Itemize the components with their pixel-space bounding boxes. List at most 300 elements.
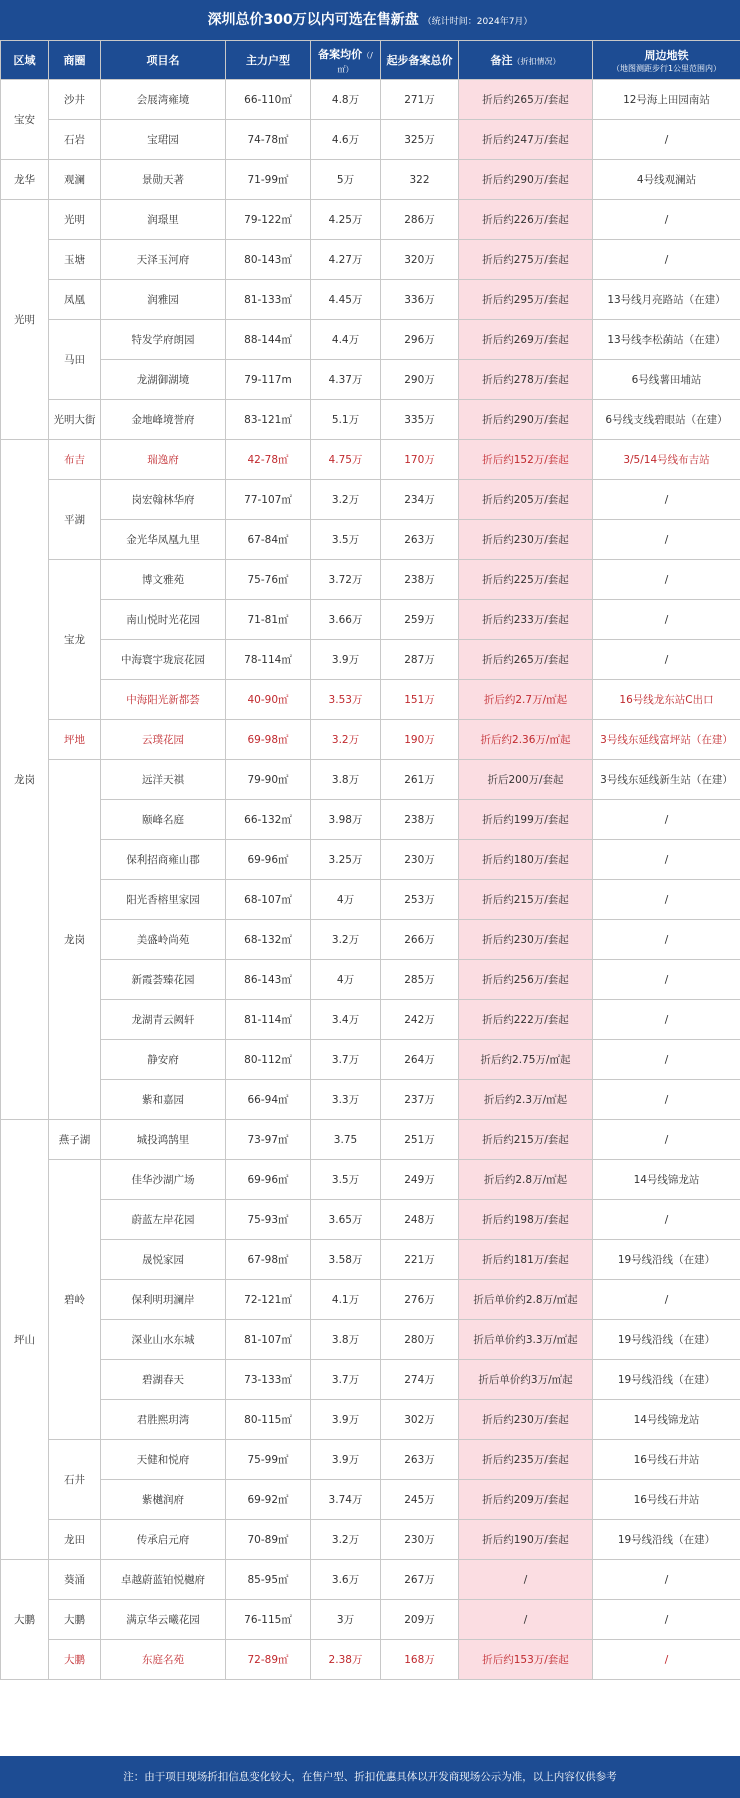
cell-remark: 折后约2.8万/㎡起 [459, 1160, 593, 1200]
cell-avg-price: 4.8万 [311, 80, 381, 120]
cell-project: 天健和悦府 [101, 1440, 226, 1480]
cell-start-price: 251万 [381, 1120, 459, 1160]
cell-area: 观澜 [49, 160, 101, 200]
cell-avg-price: 3.25万 [311, 840, 381, 880]
cell-avg-price: 3.5万 [311, 520, 381, 560]
table-row [1, 560, 740, 600]
cell-start-price: 253万 [381, 880, 459, 920]
cell-remark: / [459, 1600, 593, 1640]
cell-unit-type: 79-90㎡ [226, 760, 311, 800]
cell-unit-type: 40-90㎡ [226, 680, 311, 720]
cell-unit-type: 75-76㎡ [226, 560, 311, 600]
table-row [1, 880, 740, 920]
cell-avg-price: 3.9万 [311, 640, 381, 680]
cell-area: 葵涌 [49, 1560, 101, 1600]
cell-remark: 折后200万/套起 [459, 760, 593, 800]
cell-avg-price: 2.38万 [311, 1640, 381, 1680]
cell-project: 南山悦时光花园 [101, 600, 226, 640]
cell-metro: / [593, 960, 740, 1000]
cell-area: 龙田 [49, 1520, 101, 1560]
cell-unit-type: 78-114㎡ [226, 640, 311, 680]
cell-project: 城投鸿鹄里 [101, 1120, 226, 1160]
cell-avg-price: 3.58万 [311, 1240, 381, 1280]
cell-area: 玉塘 [49, 240, 101, 280]
cell-avg-price: 3.9万 [311, 1400, 381, 1440]
cell-metro: 16号线龙东站C出口 [593, 680, 740, 720]
cell-unit-type: 76-115㎡ [226, 1600, 311, 1640]
cell-unit-type: 73-97㎡ [226, 1120, 311, 1160]
table-row [1, 1600, 740, 1640]
table-row [1, 480, 740, 520]
table-row [1, 120, 740, 160]
cell-start-price: 263万 [381, 520, 459, 560]
listing-table [0, 40, 740, 1680]
table-row [1, 640, 740, 680]
cell-start-price: 238万 [381, 560, 459, 600]
cell-remark: 折后约181万/套起 [459, 1240, 593, 1280]
cell-project: 传承启元府 [101, 1520, 226, 1560]
cell-avg-price: 3.3万 [311, 1080, 381, 1120]
cell-metro: / [593, 840, 740, 880]
cell-unit-type: 81-133㎡ [226, 280, 311, 320]
table-row [1, 320, 740, 360]
cell-project: 景勋天著 [101, 160, 226, 200]
cell-unit-type: 67-84㎡ [226, 520, 311, 560]
table-row [1, 840, 740, 880]
cell-metro: / [593, 200, 740, 240]
cell-district: 坪山 [1, 1120, 49, 1560]
cell-avg-price: 4.4万 [311, 320, 381, 360]
cell-unit-type: 80-115㎡ [226, 1400, 311, 1440]
cell-unit-type: 66-110㎡ [226, 80, 311, 120]
cell-district: 宝安 [1, 80, 49, 160]
cell-project: 润雅园 [101, 280, 226, 320]
cell-metro: 6号线薯田埔站 [593, 360, 740, 400]
cell-area: 光明大街 [49, 400, 101, 440]
cell-start-price: 320万 [381, 240, 459, 280]
cell-unit-type: 86-143㎡ [226, 960, 311, 1000]
cell-start-price: 261万 [381, 760, 459, 800]
table-row [1, 1480, 740, 1520]
cell-project: 颐峰名庭 [101, 800, 226, 840]
table-row [1, 240, 740, 280]
cell-remark: 折后约199万/套起 [459, 800, 593, 840]
cell-avg-price: 3.4万 [311, 1000, 381, 1040]
cell-metro: / [593, 600, 740, 640]
cell-remark: 折后约290万/套起 [459, 160, 593, 200]
cell-remark: 折后约198万/套起 [459, 1200, 593, 1240]
cell-start-price: 290万 [381, 360, 459, 400]
cell-metro: / [593, 1600, 740, 1640]
cell-project: 保利招商雍山郡 [101, 840, 226, 880]
cell-unit-type: 75-93㎡ [226, 1200, 311, 1240]
cell-metro: / [593, 120, 740, 160]
cell-project: 宝珺园 [101, 120, 226, 160]
cell-area: 平湖 [49, 480, 101, 560]
cell-start-price: 287万 [381, 640, 459, 680]
table-row [1, 400, 740, 440]
table-row [1, 600, 740, 640]
cell-avg-price: 4.25万 [311, 200, 381, 240]
cell-metro: / [593, 640, 740, 680]
cell-unit-type: 71-99㎡ [226, 160, 311, 200]
cell-project: 瑞逸府 [101, 440, 226, 480]
cell-project: 美盛岭尚苑 [101, 920, 226, 960]
cell-avg-price: 3万 [311, 1600, 381, 1640]
cell-start-price: 249万 [381, 1160, 459, 1200]
table-row [1, 1560, 740, 1600]
cell-unit-type: 88-144㎡ [226, 320, 311, 360]
cell-area: 坪地 [49, 720, 101, 760]
cell-unit-type: 81-107㎡ [226, 1320, 311, 1360]
table-row [1, 160, 740, 200]
cell-remark: 折后约225万/套起 [459, 560, 593, 600]
cell-remark: 折后约230万/套起 [459, 920, 593, 960]
table-row [1, 1280, 740, 1320]
cell-metro: 6号线支线碧眼站（在建） [593, 400, 740, 440]
cell-project: 紫和嘉园 [101, 1080, 226, 1120]
cell-start-price: 259万 [381, 600, 459, 640]
cell-unit-type: 74-78㎡ [226, 120, 311, 160]
cell-start-price: 335万 [381, 400, 459, 440]
cell-start-price: 274万 [381, 1360, 459, 1400]
cell-start-price: 230万 [381, 1520, 459, 1560]
table-header-row [1, 41, 740, 80]
header-avg-price-unit: （/㎡） [337, 50, 373, 74]
table-row [1, 960, 740, 1000]
table-row [1, 360, 740, 400]
cell-remark: 折后约235万/套起 [459, 1440, 593, 1480]
cell-metro: 19号线沿线（在建） [593, 1240, 740, 1280]
header-area: 商圈 [49, 41, 101, 80]
cell-remark: 折后约215万/套起 [459, 880, 593, 920]
cell-avg-price: 3.98万 [311, 800, 381, 840]
cell-project: 满京华云曦花园 [101, 1600, 226, 1640]
header-metro-sub: （地图测距步行1公里范围内） [611, 63, 722, 73]
cell-remark: 折后约275万/套起 [459, 240, 593, 280]
table-row [1, 1120, 740, 1160]
table-row [1, 680, 740, 720]
cell-metro: 3号线东延线新生站（在建） [593, 760, 740, 800]
cell-project: 天泽玉河府 [101, 240, 226, 280]
header-metro: 周边地铁 （地图测距步行1公里范围内） [593, 41, 740, 80]
cell-start-price: 168万 [381, 1640, 459, 1680]
cell-project: 岗宏翰林华府 [101, 480, 226, 520]
cell-project: 佳华沙湖广场 [101, 1160, 226, 1200]
cell-start-price: 221万 [381, 1240, 459, 1280]
cell-metro: 19号线沿线（在建） [593, 1360, 740, 1400]
cell-remark: 折后约180万/套起 [459, 840, 593, 880]
cell-district: 光明 [1, 200, 49, 440]
cell-avg-price: 3.2万 [311, 1520, 381, 1560]
cell-unit-type: 85-95㎡ [226, 1560, 311, 1600]
cell-avg-price: 3.9万 [311, 1440, 381, 1480]
footer-note: 注：由于项目现场折扣信息变化较大，在售户型、折扣优惠具体以开发商现场公示为准，以上内容仅供参考 [0, 1756, 740, 1798]
cell-project: 金光华凤凰九里 [101, 520, 226, 560]
cell-start-price: 286万 [381, 200, 459, 240]
cell-remark: 折后约295万/套起 [459, 280, 593, 320]
cell-avg-price: 5万 [311, 160, 381, 200]
cell-avg-price: 3.8万 [311, 760, 381, 800]
cell-remark: / [459, 1560, 593, 1600]
header-remark-sub: （折扣情况） [512, 57, 561, 66]
cell-remark: 折后单价约3.3万/㎡起 [459, 1320, 593, 1360]
table-row [1, 800, 740, 840]
cell-area: 石井 [49, 1440, 101, 1520]
cell-avg-price: 3.5万 [311, 1160, 381, 1200]
cell-avg-price: 3.2万 [311, 720, 381, 760]
cell-remark: 折后约265万/套起 [459, 640, 593, 680]
header-start-price: 起步备案总价 [381, 41, 459, 80]
cell-remark: 折后约265万/套起 [459, 80, 593, 120]
cell-project: 阳光香榕里家园 [101, 880, 226, 920]
header-district: 区域 [1, 41, 49, 80]
cell-district: 大鹏 [1, 1560, 49, 1680]
cell-area: 燕子湖 [49, 1120, 101, 1160]
cell-unit-type: 81-114㎡ [226, 1000, 311, 1040]
table-row [1, 1400, 740, 1440]
cell-project: 君胜熙玥湾 [101, 1400, 226, 1440]
cell-unit-type: 79-117m [226, 360, 311, 400]
cell-area: 石岩 [49, 120, 101, 160]
cell-avg-price: 3.2万 [311, 920, 381, 960]
cell-unit-type: 42-78㎡ [226, 440, 311, 480]
cell-unit-type: 80-143㎡ [226, 240, 311, 280]
table-row [1, 200, 740, 240]
cell-remark: 折后约247万/套起 [459, 120, 593, 160]
cell-remark: 折后单价约3万/㎡起 [459, 1360, 593, 1400]
cell-unit-type: 69-96㎡ [226, 1160, 311, 1200]
cell-metro: / [593, 1080, 740, 1120]
cell-start-price: 302万 [381, 1400, 459, 1440]
header-avg-price: 备案均价（/㎡） [311, 41, 381, 80]
cell-avg-price: 4.37万 [311, 360, 381, 400]
cell-metro: / [593, 480, 740, 520]
cell-project: 东庭名苑 [101, 1640, 226, 1680]
cell-project: 紫樾润府 [101, 1480, 226, 1520]
cell-avg-price: 3.66万 [311, 600, 381, 640]
cell-avg-price: 3.2万 [311, 480, 381, 520]
cell-area: 龙岗 [49, 760, 101, 1120]
cell-avg-price: 3.72万 [311, 560, 381, 600]
cell-area: 大鹏 [49, 1600, 101, 1640]
cell-remark: 折后约209万/套起 [459, 1480, 593, 1520]
cell-metro: / [593, 800, 740, 840]
cell-metro: / [593, 920, 740, 960]
cell-remark: 折后约152万/套起 [459, 440, 593, 480]
cell-area: 光明 [49, 200, 101, 240]
cell-area: 碧岭 [49, 1160, 101, 1440]
cell-start-price: 267万 [381, 1560, 459, 1600]
cell-avg-price: 4.27万 [311, 240, 381, 280]
cell-avg-price: 3.75 [311, 1120, 381, 1160]
cell-area: 宝龙 [49, 560, 101, 720]
cell-avg-price: 4.6万 [311, 120, 381, 160]
cell-start-price: 230万 [381, 840, 459, 880]
cell-remark: 折后约2.3万/㎡起 [459, 1080, 593, 1120]
cell-metro: 14号线锦龙站 [593, 1160, 740, 1200]
table-row [1, 760, 740, 800]
cell-unit-type: 75-99㎡ [226, 1440, 311, 1480]
cell-remark: 折后单价约2.8万/㎡起 [459, 1280, 593, 1320]
cell-remark: 折后约256万/套起 [459, 960, 593, 1000]
cell-start-price: 237万 [381, 1080, 459, 1120]
cell-project: 静安府 [101, 1040, 226, 1080]
cell-metro: / [593, 1000, 740, 1040]
cell-start-price: 266万 [381, 920, 459, 960]
cell-metro: 19号线沿线（在建） [593, 1520, 740, 1560]
cell-start-price: 325万 [381, 120, 459, 160]
cell-metro: 14号线锦龙站 [593, 1400, 740, 1440]
table-row [1, 1040, 740, 1080]
cell-remark: 折后约190万/套起 [459, 1520, 593, 1560]
cell-start-price: 234万 [381, 480, 459, 520]
cell-start-price: 248万 [381, 1200, 459, 1240]
cell-project: 特发学府朗园 [101, 320, 226, 360]
cell-remark: 折后约215万/套起 [459, 1120, 593, 1160]
cell-avg-price: 4.75万 [311, 440, 381, 480]
cell-avg-price: 4万 [311, 880, 381, 920]
cell-avg-price: 3.6万 [311, 1560, 381, 1600]
cell-avg-price: 3.7万 [311, 1360, 381, 1400]
cell-area: 布吉 [49, 440, 101, 480]
cell-remark: 折后约226万/套起 [459, 200, 593, 240]
table-row [1, 1360, 740, 1400]
header-unit-type: 主力户型 [226, 41, 311, 80]
cell-metro: / [593, 560, 740, 600]
cell-project: 远洋天祺 [101, 760, 226, 800]
cell-start-price: 151万 [381, 680, 459, 720]
cell-unit-type: 79-122㎡ [226, 200, 311, 240]
cell-unit-type: 66-132㎡ [226, 800, 311, 840]
page-subtitle: （统计时间：2024年7月） [422, 17, 533, 27]
cell-unit-type: 70-89㎡ [226, 1520, 311, 1560]
cell-project: 会展湾雍境 [101, 80, 226, 120]
cell-metro: 16号线石井站 [593, 1480, 740, 1520]
page-title: 深圳总价300万以内可选在售新盘 [207, 12, 419, 28]
cell-start-price: 263万 [381, 1440, 459, 1480]
cell-start-price: 280万 [381, 1320, 459, 1360]
cell-metro: 12号海上田园南站 [593, 80, 740, 120]
cell-unit-type: 68-132㎡ [226, 920, 311, 960]
table-row [1, 440, 740, 480]
cell-avg-price: 3.74万 [311, 1480, 381, 1520]
cell-district: 龙华 [1, 160, 49, 200]
cell-remark: 折后约269万/套起 [459, 320, 593, 360]
cell-remark: 折后约230万/套起 [459, 520, 593, 560]
cell-remark: 折后约222万/套起 [459, 1000, 593, 1040]
cell-project: 新霞荟臻花园 [101, 960, 226, 1000]
cell-unit-type: 69-92㎡ [226, 1480, 311, 1520]
cell-start-price: 296万 [381, 320, 459, 360]
cell-metro: / [593, 1640, 740, 1680]
cell-metro: / [593, 1200, 740, 1240]
cell-remark: 折后约230万/套起 [459, 1400, 593, 1440]
cell-area: 马田 [49, 320, 101, 400]
cell-avg-price: 4.45万 [311, 280, 381, 320]
cell-start-price: 276万 [381, 1280, 459, 1320]
cell-metro: 13号线李松蓢站（在建） [593, 320, 740, 360]
table-row [1, 1000, 740, 1040]
cell-start-price: 190万 [381, 720, 459, 760]
table-row [1, 1240, 740, 1280]
cell-remark: 折后约233万/套起 [459, 600, 593, 640]
cell-avg-price: 3.8万 [311, 1320, 381, 1360]
cell-project: 中海阳光新都荟 [101, 680, 226, 720]
page-title-bar [0, 0, 740, 40]
cell-metro: 13号线月亮路站（在建） [593, 280, 740, 320]
cell-remark: 折后约205万/套起 [459, 480, 593, 520]
cell-project: 深业山水东城 [101, 1320, 226, 1360]
cell-project: 龙湖青云阙轩 [101, 1000, 226, 1040]
table-row [1, 1320, 740, 1360]
cell-metro: 19号线沿线（在建） [593, 1320, 740, 1360]
cell-project: 卓越蔚蓝铂悦樾府 [101, 1560, 226, 1600]
table-row [1, 1520, 740, 1560]
header-remark: 备注（折扣情况） [459, 41, 593, 80]
table-row [1, 1080, 740, 1120]
cell-area: 沙井 [49, 80, 101, 120]
cell-metro: 3号线东延线富坪站（在建） [593, 720, 740, 760]
cell-avg-price: 3.53万 [311, 680, 381, 720]
table-row [1, 1440, 740, 1480]
table-row [1, 280, 740, 320]
cell-metro: 4号线观澜站 [593, 160, 740, 200]
cell-remark: 折后约2.75万/㎡起 [459, 1040, 593, 1080]
cell-start-price: 209万 [381, 1600, 459, 1640]
cell-start-price: 285万 [381, 960, 459, 1000]
cell-start-price: 322 [381, 160, 459, 200]
cell-unit-type: 72-121㎡ [226, 1280, 311, 1320]
table-row [1, 520, 740, 560]
cell-project: 蔚蓝左岸花园 [101, 1200, 226, 1240]
cell-metro: / [593, 1280, 740, 1320]
cell-start-price: 245万 [381, 1480, 459, 1520]
table-row [1, 1640, 740, 1680]
cell-unit-type: 73-133㎡ [226, 1360, 311, 1400]
cell-avg-price: 4万 [311, 960, 381, 1000]
cell-unit-type: 69-96㎡ [226, 840, 311, 880]
cell-start-price: 271万 [381, 80, 459, 120]
cell-unit-type: 71-81㎡ [226, 600, 311, 640]
cell-project: 中海寰宇珑宸花园 [101, 640, 226, 680]
cell-start-price: 264万 [381, 1040, 459, 1080]
cell-project: 保利明玥澜岸 [101, 1280, 226, 1320]
cell-unit-type: 80-112㎡ [226, 1040, 311, 1080]
table-row [1, 720, 740, 760]
cell-metro: / [593, 240, 740, 280]
cell-project: 碧湖春天 [101, 1360, 226, 1400]
cell-metro: / [593, 520, 740, 560]
table-row [1, 1200, 740, 1240]
header-project: 项目名 [101, 41, 226, 80]
cell-project: 润璟里 [101, 200, 226, 240]
cell-remark: 折后约2.7万/㎡起 [459, 680, 593, 720]
cell-project: 晟悦家园 [101, 1240, 226, 1280]
cell-metro: / [593, 880, 740, 920]
cell-project: 金地峰境誉府 [101, 400, 226, 440]
cell-unit-type: 72-89㎡ [226, 1640, 311, 1680]
cell-remark: 折后约278万/套起 [459, 360, 593, 400]
cell-avg-price: 5.1万 [311, 400, 381, 440]
cell-start-price: 336万 [381, 280, 459, 320]
cell-unit-type: 66-94㎡ [226, 1080, 311, 1120]
cell-metro: 3/5/14号线布吉站 [593, 440, 740, 480]
cell-remark: 折后约153万/套起 [459, 1640, 593, 1680]
cell-unit-type: 69-98㎡ [226, 720, 311, 760]
cell-avg-price: 3.65万 [311, 1200, 381, 1240]
cell-avg-price: 4.1万 [311, 1280, 381, 1320]
